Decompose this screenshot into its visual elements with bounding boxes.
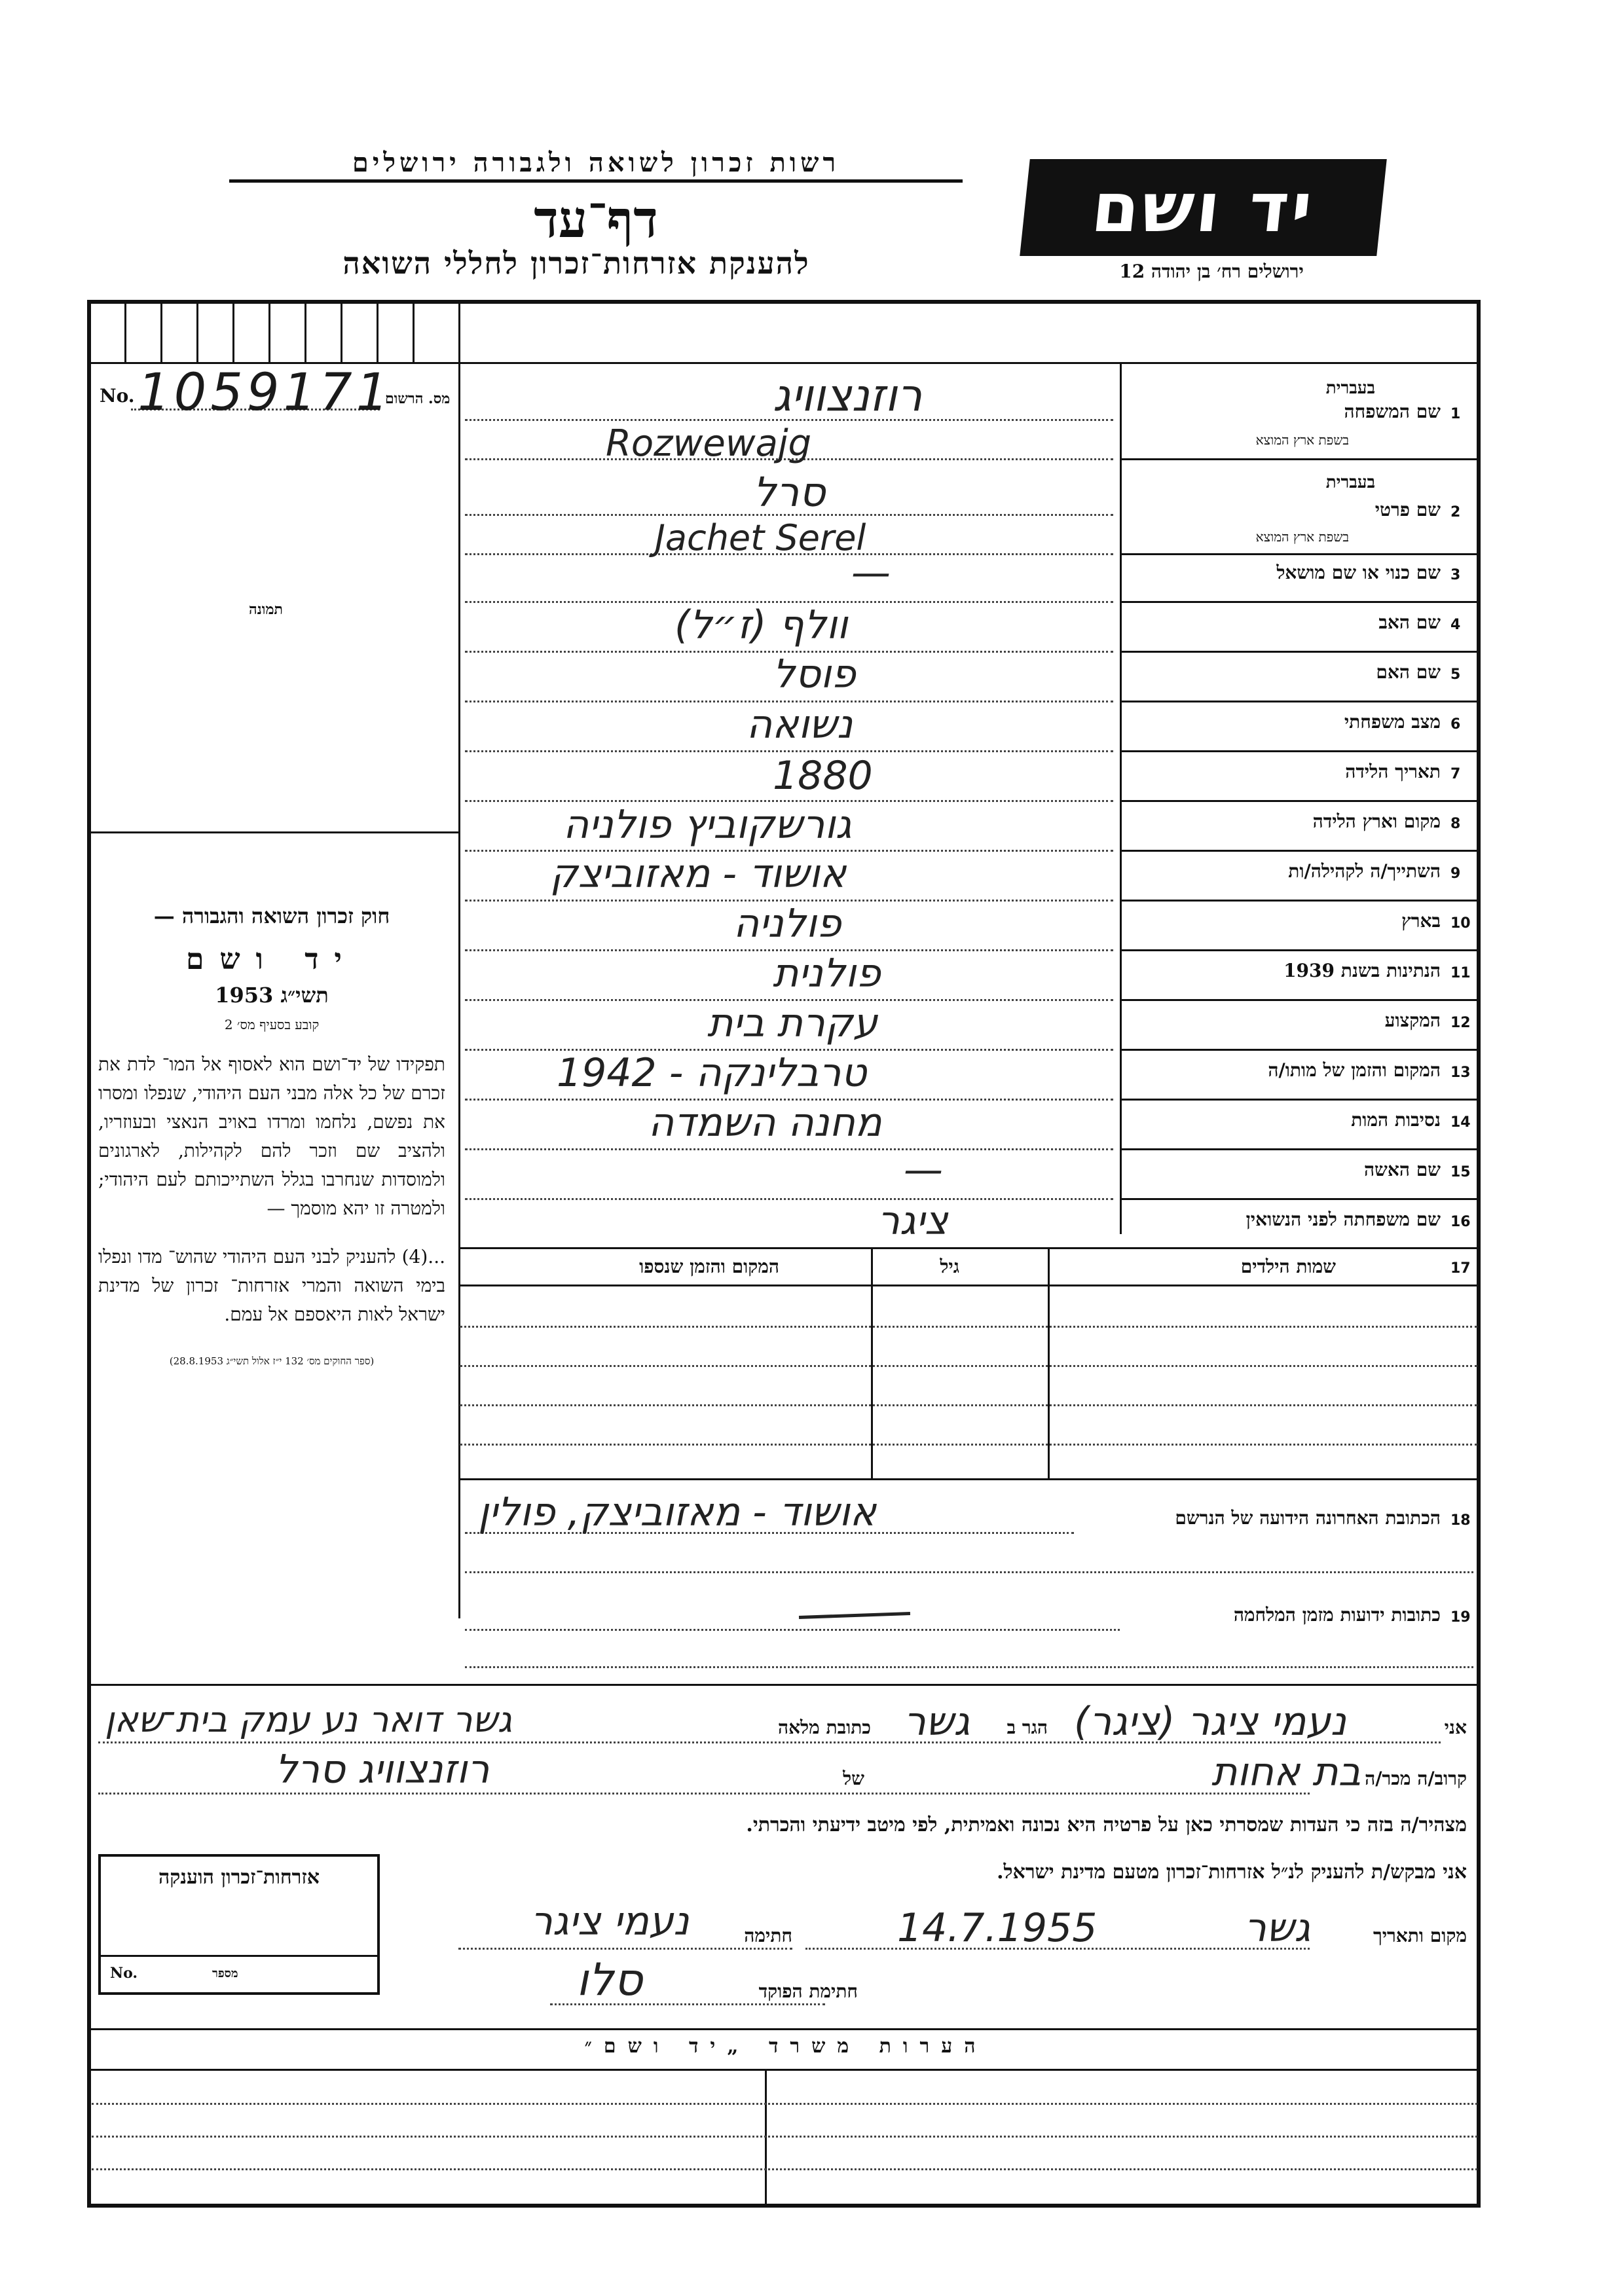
registration-number: 1059171	[138, 363, 393, 422]
decl-of-value: רוזנצוויג סרל	[275, 1747, 490, 1793]
field-14-label: נסיבות המות	[1351, 1109, 1441, 1131]
field-10-label: בארץ	[1401, 910, 1441, 932]
field-15-label: שם האשה	[1363, 1159, 1441, 1180]
field-11-number: 11	[1450, 965, 1471, 981]
field-5-value: פוסל	[773, 651, 856, 697]
field-11-label: הנתינות בשנת 1939	[1283, 960, 1441, 981]
field-1-sub-origin: בשפת ארץ המוצא	[1255, 432, 1349, 448]
field-2-sub-origin: בשפת ארץ המוצא	[1255, 529, 1349, 545]
field-2-label: שם פרטי	[1375, 499, 1441, 520]
field-4-label: שם האב	[1378, 611, 1441, 633]
decl-date-value: 14.7.1955	[897, 1905, 1098, 1951]
field-7-label: תאריך הלידה	[1345, 761, 1441, 782]
photo-label: תמונה	[249, 601, 283, 618]
field-13-number: 13	[1450, 1065, 1471, 1081]
field-9-label: השתייך/ה לקהילה/ות	[1288, 860, 1441, 882]
law-footnote: (ספר החוקים מס׳ 132 י״ז אלול תשי״ג 28.8.1953)	[169, 1355, 375, 1367]
field-18-value: אושוד - מאזוביצק, פולין	[478, 1489, 876, 1535]
field-1-value: רוזנצוויג	[773, 370, 923, 422]
citizenship-no-label: No.	[110, 1965, 138, 1982]
field-18-label: הכתובת האחרונה הידועה של הנרשם	[1175, 1507, 1441, 1529]
office-notes-title: הערות משרד „יד ושם״	[584, 2035, 987, 2058]
citizenship-box	[98, 1854, 380, 1995]
field-11-value: פולנית	[773, 951, 881, 996]
field-3-number: 3	[1450, 567, 1461, 583]
registration-no-label: No.	[100, 385, 135, 407]
field-16-value: ציגר	[877, 1198, 948, 1244]
law-ref: קובע בסעיף מס׳ 2	[224, 1017, 320, 1032]
field-5-number: 5	[1450, 666, 1461, 683]
field-5-label: שם האם	[1376, 661, 1441, 683]
field-8-label: מקום וארץ הלידה	[1312, 811, 1441, 832]
field-15-value: —	[904, 1147, 943, 1193]
law-name: יד ושם	[186, 943, 358, 976]
citizenship-number-label: מספר	[212, 1967, 238, 1980]
field-1-value-latin: Rozwewajg	[606, 422, 812, 465]
children-number: 17	[1450, 1260, 1471, 1277]
children-col-age: גיל	[940, 1256, 959, 1277]
field-6-value: נשואה	[747, 702, 853, 748]
field-8-value: גורשקוביץ פולניה	[563, 802, 852, 848]
field-7-number: 7	[1450, 766, 1461, 782]
decl-address-value: גשר דואר נע עמק בית־שאן	[105, 1699, 512, 1740]
decl-place-value: גשר	[1244, 1905, 1311, 1951]
field-2-sub-hebrew: בעברית	[1325, 473, 1375, 492]
decl-statement: מצהיר/ה בזה כי העדות שמסרתי כאן על פרטיה היא נכונה ואמיתית, לפי מיטב ידיעתי והכרתי.	[746, 1813, 1467, 1836]
field-12-number: 12	[1450, 1015, 1471, 1031]
law-para2: ...(4) להעניק לבני העם היהודי שהוש־ מדו ונפלו בימי השואה והמרי אזרחות־ זכרון של מדינת ישראל לאות היאספם אל עמם.	[98, 1246, 445, 1325]
children-col-place: המקום והזמן שנספו	[639, 1256, 779, 1277]
decl-clerk-signature: חתימת הפוקד	[758, 1980, 858, 2002]
decl-full-address: כתובת מלאה	[777, 1717, 871, 1738]
field-1-sub-hebrew: בעברית	[1325, 378, 1375, 398]
field-1-label: שם המשפחה	[1344, 401, 1441, 422]
page-subtitle: להענקת אזרחות־זכרון לחללי השואה	[342, 246, 810, 281]
field-3-label: שם כנוי או שם מושאל	[1276, 562, 1441, 583]
field-3-value: —	[851, 550, 891, 596]
field-14-number: 14	[1450, 1114, 1471, 1131]
decl-signature: חתימה	[744, 1925, 792, 1946]
field-13-label: המקום והזמן של מותו/ה	[1268, 1059, 1441, 1081]
field-2-value: סרל	[753, 468, 826, 516]
field-18-number: 18	[1450, 1512, 1471, 1529]
registration-label: מס. הרשום	[385, 390, 451, 407]
field-4-value: וולף (ז״ל)	[674, 602, 848, 648]
law-title: חוק זכרון השואה והגבורה —	[153, 903, 390, 928]
decl-ani: אני	[1444, 1717, 1467, 1738]
field-16-label: שם משפחתה לפני הנשואין	[1246, 1209, 1441, 1230]
logo-text: יד ושם	[1088, 168, 1319, 247]
field-15-number: 15	[1450, 1164, 1471, 1180]
citizenship-title: אזרחות־זכרון הוענקה	[158, 1866, 320, 1889]
field-19-label: כתובות ידועות מזמן המלחמה	[1233, 1604, 1441, 1626]
org-banner: רשות זכרון לשואה ולגבורה ירושלים	[229, 147, 963, 183]
field-16-number: 16	[1450, 1214, 1471, 1230]
decl-city: גשר	[904, 1699, 970, 1745]
field-8-number: 8	[1450, 816, 1461, 832]
decl-relative: קרוב/ה מכר/ה	[1365, 1768, 1467, 1789]
decl-request: אני מבקש/ת להעניק לנ״ל אזרחות־זכרון מטעם מדינת ישראל.	[997, 1861, 1467, 1884]
law-para1: תפקידו של יד־ושם הוא לאסוף אל המו־ לדת את זכרם של כל אלה מבני העם היהודי, שנפלו ומסרו את נפשם, נלחמו ומרדו באויב הנאצי ובעוזריו, ולהציב שם וזכר להם לקהילות, לארגונים ולמוסדות שנחרבו בגלל השתייכותם לעם היהודי; ולמטרה זו יהא מוסמך —	[98, 1053, 445, 1219]
children-col-names: שמות הילדים	[1240, 1256, 1336, 1277]
field-2-number: 2	[1450, 504, 1461, 520]
field-12-label: המקצוע	[1384, 1010, 1441, 1031]
decl-declarant: נעמי ציגר (ציגר)	[1074, 1699, 1346, 1745]
yad-vashem-logo	[1020, 159, 1387, 256]
decl-lives-in: הגר ב	[1006, 1717, 1048, 1738]
field-9-number: 9	[1450, 866, 1461, 882]
field-6-label: מצב משפחתי	[1344, 711, 1441, 733]
decl-place-date: מקום ותאריך	[1373, 1925, 1467, 1946]
decl-relation: בת אחות	[1211, 1749, 1361, 1795]
field-10-value: פולניה	[733, 901, 841, 947]
decl-of: של	[843, 1768, 864, 1789]
field-13-value: טרבלינקה - 1942	[557, 1050, 867, 1096]
field-6-number: 6	[1450, 716, 1461, 733]
field-4-number: 4	[1450, 617, 1461, 633]
decl-clerk-value: סלו	[576, 1954, 643, 2006]
law-box	[98, 903, 445, 1368]
law-year: תשי״ג 1953	[215, 983, 329, 1008]
org-address: ירושלים רח׳ בן יהודה 12	[1119, 261, 1304, 282]
page-title: דף־עד	[534, 190, 658, 249]
field-14-value: מחנה השמדה	[648, 1100, 882, 1146]
field-19-number: 19	[1450, 1609, 1471, 1626]
decl-signature-value: נעמי ציגר	[530, 1899, 690, 1944]
field-2-value-latin: Jachet Serel	[655, 517, 866, 558]
field-7-value: 1880	[773, 753, 873, 799]
field-10-number: 10	[1450, 915, 1471, 932]
field-1-number: 1	[1450, 406, 1461, 422]
field-9-value: אושוד - מאזוביצק	[550, 851, 847, 897]
field-12-value: עקרת בית	[707, 1000, 878, 1046]
